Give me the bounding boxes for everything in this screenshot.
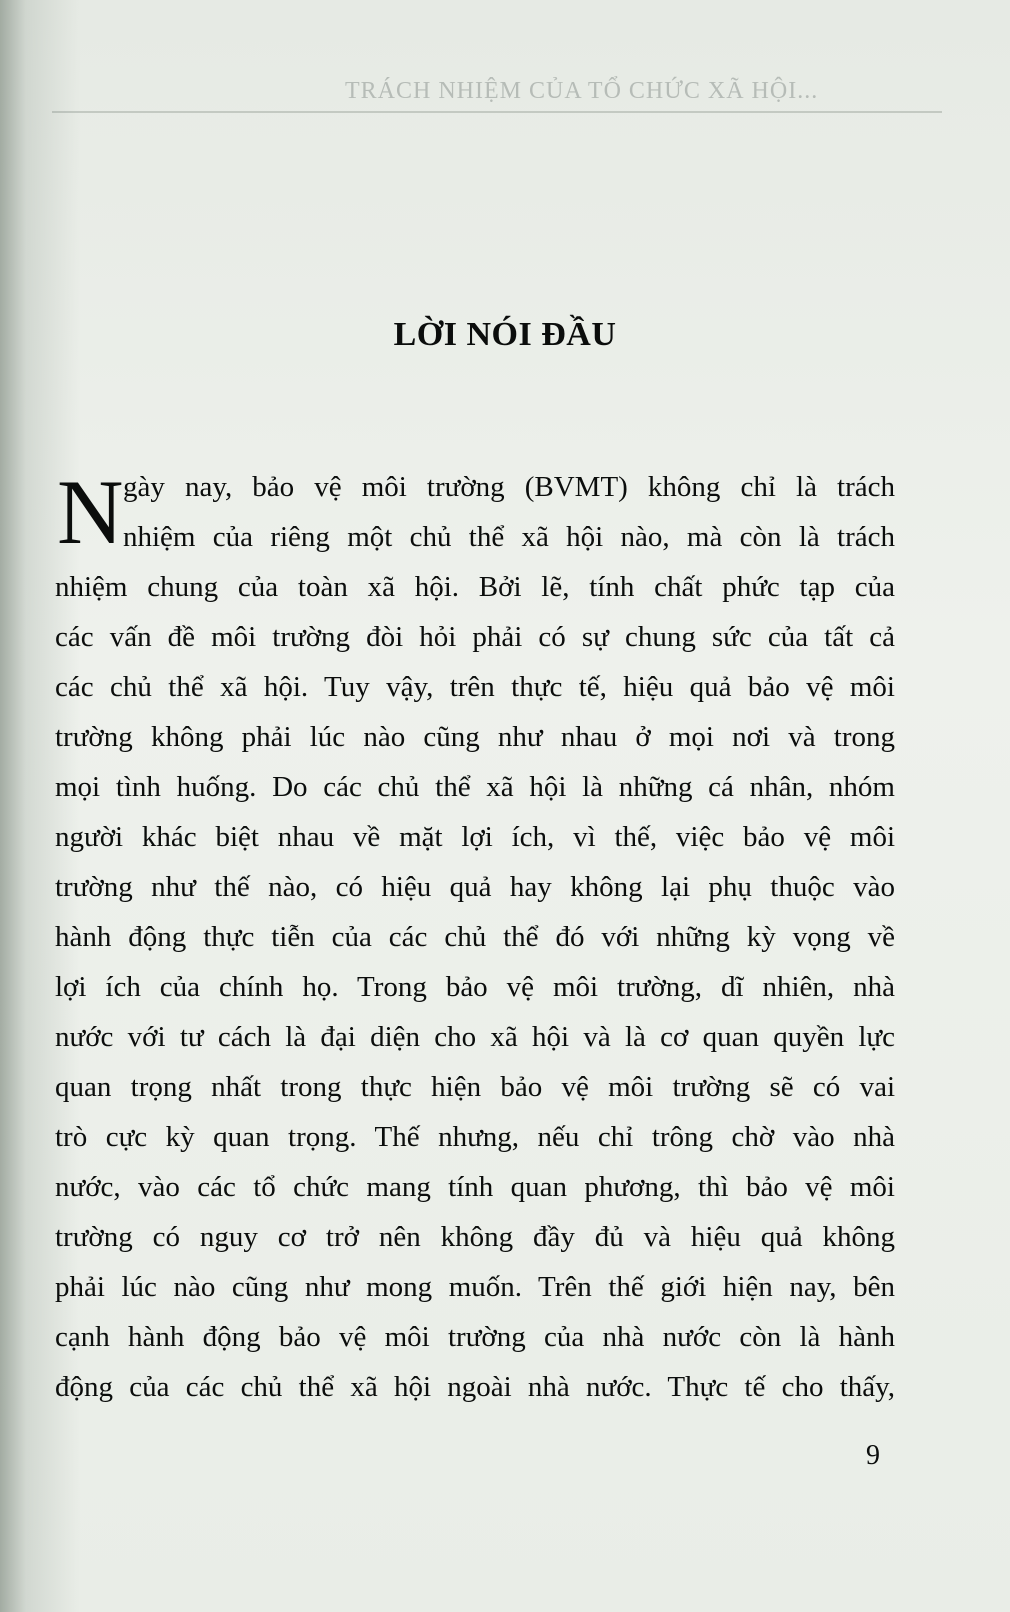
header-rule bbox=[52, 111, 942, 113]
text-line: hành động thực tiễn của các chủ thể đó với những kỳ vọng về bbox=[55, 921, 895, 953]
text-line: trường như thế nào, có hiệu quả hay không lại phụ thuộc vào bbox=[55, 871, 895, 903]
text-line: cạnh hành động bảo vệ môi trường của nhà nước còn là hành bbox=[55, 1321, 895, 1353]
running-head: TRÁCH NHIỆM CỦA TỔ CHỨC XÃ HỘI... bbox=[345, 78, 819, 104]
chapter-title: LỜI NÓI ĐẦU bbox=[393, 316, 617, 353]
text-line: trò cực kỳ quan trọng. Thế nhưng, nếu chỉ trông chờ vào nhà bbox=[55, 1121, 895, 1153]
text-line: trường có nguy cơ trở nên không đầy đủ và hiệu quả không bbox=[55, 1221, 895, 1253]
text-line: lợi ích của chính họ. Trong bảo vệ môi trường, dĩ nhiên, nhà bbox=[55, 971, 895, 1003]
text-line: nhiệm của riêng một chủ thể xã hội nào, mà còn là trách bbox=[123, 521, 895, 553]
text-line: nước với tư cách là đại diện cho xã hội và là cơ quan quyền lực bbox=[55, 1021, 895, 1053]
text-line: quan trọng nhất trong thực hiện bảo vệ môi trường sẽ có vai bbox=[55, 1071, 895, 1103]
text-line: động của các chủ thể xã hội ngoài nhà nước. Thực tế cho thấy, bbox=[55, 1371, 895, 1403]
body-text bbox=[55, 462, 895, 1412]
drop-cap: N bbox=[57, 461, 124, 563]
text-line: nhiệm chung của toàn xã hội. Bởi lẽ, tính chất phức tạp của bbox=[55, 571, 895, 603]
text-line: trường không phải lúc nào cũng như nhau ở mọi nơi và trong bbox=[55, 721, 895, 753]
text-line: phải lúc nào cũng như mong muốn. Trên thế giới hiện nay, bên bbox=[55, 1271, 895, 1303]
text-line: gày nay, bảo vệ môi trường (BVMT) không chỉ là trách bbox=[123, 471, 895, 503]
page-number: 9 bbox=[866, 1440, 880, 1471]
text-line: các vấn đề môi trường đòi hỏi phải có sự chung sức của tất cả bbox=[55, 621, 895, 653]
text-line: người khác biệt nhau về mặt lợi ích, vì thế, việc bảo vệ môi bbox=[55, 821, 895, 853]
text-line: nước, vào các tổ chức mang tính quan phương, thì bảo vệ môi bbox=[55, 1171, 895, 1203]
text-line: các chủ thể xã hội. Tuy vậy, trên thực tế, hiệu quả bảo vệ môi bbox=[55, 671, 895, 703]
text-line: mọi tình huống. Do các chủ thể xã hội là những cá nhân, nhóm bbox=[55, 771, 895, 803]
